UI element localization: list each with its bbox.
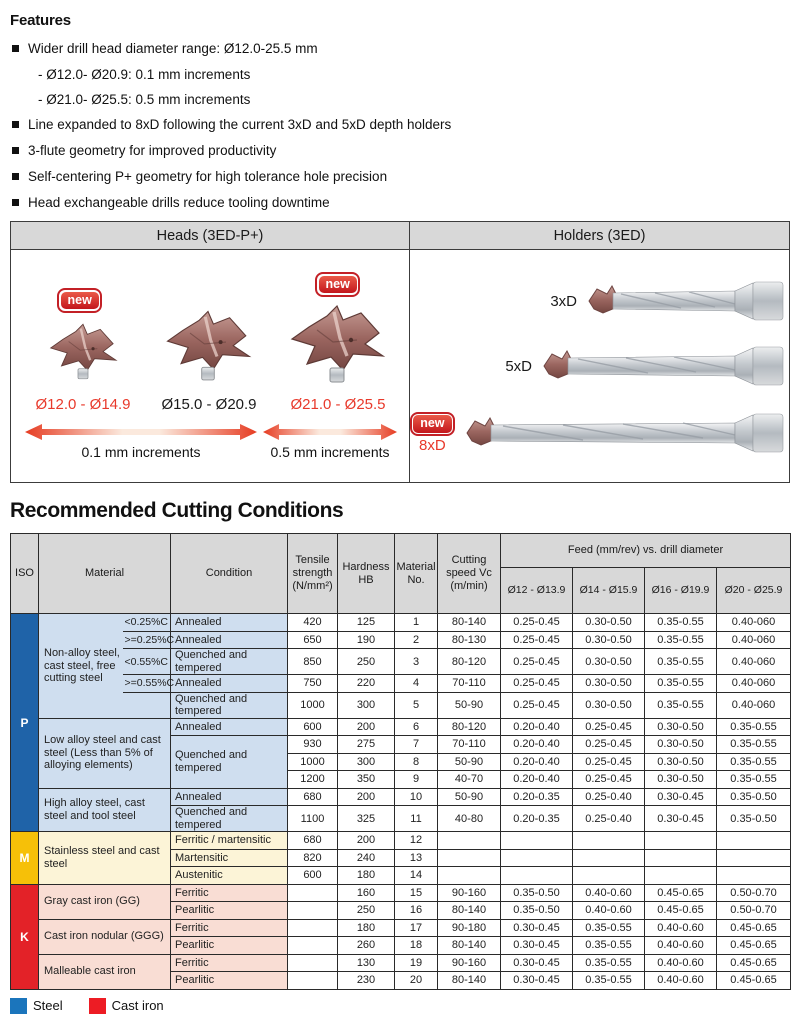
- cutting-speed-cell: 50-90: [438, 692, 501, 718]
- col-header-iso: ISO: [11, 534, 39, 614]
- table-row: [11, 954, 791, 972]
- material-cell: Non-alloy steel, cast steel, free cutting steel: [39, 614, 123, 719]
- feed-cell: 0.25-0.45: [501, 649, 573, 675]
- iso-cell: K: [11, 884, 39, 989]
- cutting-speed-cell: 50-90: [438, 753, 501, 771]
- cutting-speed-cell: 40-70: [438, 771, 501, 789]
- head-diameter-label: Ø21.0 - Ø25.5: [290, 396, 386, 413]
- feed-cell: 0.25-0.45: [573, 736, 645, 754]
- feed-cell: [717, 832, 791, 850]
- cutting-speed-cell: 80-140: [438, 972, 501, 990]
- material-no-cell: 13: [395, 849, 438, 867]
- holders-panel: [410, 222, 789, 482]
- feed-cell: 0.35-0.55: [645, 649, 717, 675]
- tensile-strength-cell: [288, 954, 338, 972]
- feed-cell: 0.30-0.45: [501, 919, 573, 937]
- cutting-speed-cell: 90-180: [438, 919, 501, 937]
- feed-cell: 0.45-0.65: [717, 972, 791, 990]
- feed-cell: 0.25-0.45: [501, 675, 573, 693]
- table-legend: [10, 998, 790, 1014]
- col-header-feed-d4: Ø20 - Ø25.9: [717, 568, 791, 614]
- condition-cell: Martensitic: [171, 849, 288, 867]
- cutting-speed-cell: 80-140: [438, 937, 501, 955]
- cutting-conditions-table: [10, 533, 791, 990]
- tensile-strength-cell: 1100: [288, 806, 338, 832]
- feed-cell: 0.30-0.50: [573, 692, 645, 718]
- bullet-square-icon: [12, 45, 19, 52]
- feed-cell: 0.25-0.45: [501, 614, 573, 632]
- heads-panel: [11, 222, 410, 482]
- feed-cell: 0.35-0.50: [501, 884, 573, 902]
- feed-cell: 0.35-0.55: [573, 919, 645, 937]
- carbon-content-cell: >=0.55%C: [123, 675, 171, 693]
- condition-cell: Austenitic: [171, 867, 288, 885]
- cutting-speed-cell: 50-90: [438, 788, 501, 806]
- table-row: [11, 832, 791, 850]
- bullet-square-icon: [12, 173, 19, 180]
- tensile-strength-cell: 1000: [288, 753, 338, 771]
- hardness-cell: 160: [338, 884, 395, 902]
- tensile-strength-cell: 600: [288, 718, 338, 736]
- condition-cell: Quenched and tempered: [171, 649, 288, 675]
- hardness-cell: 350: [338, 771, 395, 789]
- iso-cell: M: [11, 832, 39, 885]
- legend-item: [10, 998, 63, 1014]
- cutting-speed-cell: [438, 867, 501, 885]
- feature-item: [10, 41, 790, 57]
- feed-cell: 0.35-0.55: [717, 771, 791, 789]
- feed-cell: 0.30-0.45: [645, 788, 717, 806]
- feed-cell: 0.25-0.40: [573, 788, 645, 806]
- feed-cell: 0.40-060: [717, 675, 791, 693]
- tensile-strength-cell: 1200: [288, 771, 338, 789]
- material-no-cell: 20: [395, 972, 438, 990]
- feed-cell: 0.40-0.60: [573, 902, 645, 920]
- feed-cell: 0.25-0.40: [573, 806, 645, 832]
- feed-cell: 0.20-0.35: [501, 788, 573, 806]
- feed-cell: 0.50-0.70: [717, 902, 791, 920]
- feed-cell: 0.35-0.50: [501, 902, 573, 920]
- feed-cell: [501, 832, 573, 850]
- feed-cell: 0.50-0.70: [717, 884, 791, 902]
- drill-holder-image-3xd: [585, 278, 785, 324]
- hardness-cell: 325: [338, 806, 395, 832]
- material-cell: Malleable cast iron: [39, 954, 171, 989]
- cutting-speed-cell: 80-130: [438, 631, 501, 649]
- cutting-speed-cell: [438, 832, 501, 850]
- cutting-speed-cell: 90-160: [438, 954, 501, 972]
- carbon-content-cell: >=0.25%C: [123, 631, 171, 649]
- col-header-tensile-strength: Tensile strength (N/mm²): [288, 534, 338, 614]
- holder-new-label-group: [410, 412, 455, 455]
- feed-cell: 0.35-0.55: [573, 954, 645, 972]
- material-cell: Stainless steel and cast steel: [39, 832, 171, 885]
- col-header-cutting-speed: Cutting speed Vc (m/min): [438, 534, 501, 614]
- feed-cell: 0.25-0.45: [501, 692, 573, 718]
- heads-panel-title: Heads (3ED-P+): [11, 222, 409, 250]
- tensile-strength-cell: [288, 884, 338, 902]
- tensile-strength-cell: 680: [288, 788, 338, 806]
- condition-cell: Annealed: [171, 631, 288, 649]
- feed-cell: [645, 849, 717, 867]
- table-row: [11, 919, 791, 937]
- table-row: [11, 884, 791, 902]
- feed-cell: 0.30-0.45: [501, 954, 573, 972]
- feed-cell: 0.45-0.65: [717, 937, 791, 955]
- feed-cell: 0.30-0.50: [573, 649, 645, 675]
- tensile-strength-cell: 600: [288, 867, 338, 885]
- feed-cell: [501, 849, 573, 867]
- increment-range-arrow: [25, 424, 257, 440]
- feed-cell: 0.30-0.50: [645, 718, 717, 736]
- feed-cell: [573, 832, 645, 850]
- material-cell: High alloy steel, cast steel and tool steel: [39, 788, 171, 832]
- feed-cell: 0.35-0.55: [645, 631, 717, 649]
- feed-cell: 0.40-0.60: [573, 884, 645, 902]
- feed-cell: 0.35-0.55: [645, 614, 717, 632]
- hardness-cell: 200: [338, 788, 395, 806]
- feed-cell: 0.40-0.60: [645, 919, 717, 937]
- tensile-strength-cell: 850: [288, 649, 338, 675]
- drill-head-image-small: [47, 320, 119, 388]
- new-badge: new: [410, 412, 455, 437]
- feed-cell: [717, 849, 791, 867]
- condition-cell: Ferritic: [171, 919, 288, 937]
- col-header-feed-d3: Ø16 - Ø19.9: [645, 568, 717, 614]
- hardness-cell: 250: [338, 902, 395, 920]
- holder-length-label: 3xD: [550, 292, 577, 310]
- head-diameter-label: Ø12.0 - Ø14.9: [35, 396, 131, 413]
- feed-cell: 0.30-0.45: [501, 937, 573, 955]
- table-row: [11, 649, 791, 675]
- condition-cell: Ferritic: [171, 954, 288, 972]
- new-badge: new: [315, 272, 360, 297]
- legend-label: Cast iron: [111, 998, 164, 1013]
- feature-subitem: - Ø21.0- Ø25.5: 0.5 mm increments: [38, 92, 251, 107]
- heads-panel-body: [11, 250, 409, 482]
- feature-item: [10, 195, 790, 211]
- feed-cell: 0.40-0.60: [645, 937, 717, 955]
- material-no-cell: 15: [395, 884, 438, 902]
- feed-cell: 0.40-060: [717, 631, 791, 649]
- increment-label: 0.1 mm increments: [81, 444, 201, 460]
- material-no-cell: 17: [395, 919, 438, 937]
- condition-cell: Annealed: [171, 675, 288, 693]
- material-no-cell: 10: [395, 788, 438, 806]
- feature-text: Head exchangeable drills reduce tooling downtime: [28, 195, 330, 210]
- feature-text: Wider drill head diameter range: Ø12.0-25.5 mm: [28, 41, 318, 56]
- material-no-cell: 4: [395, 675, 438, 693]
- feed-cell: 0.45-0.65: [645, 902, 717, 920]
- tensile-strength-cell: [288, 937, 338, 955]
- material-no-cell: 14: [395, 867, 438, 885]
- feature-text: Line expanded to 8xD following the current 3xD and 5xD depth holders: [28, 117, 452, 132]
- hardness-cell: 200: [338, 832, 395, 850]
- col-header-material-no: Material No.: [395, 534, 438, 614]
- carbon-content-cell: <0.55%C: [123, 649, 171, 675]
- feed-cell: 0.40-060: [717, 692, 791, 718]
- material-no-cell: 7: [395, 736, 438, 754]
- feed-cell: 0.25-0.45: [501, 631, 573, 649]
- feed-cell: [501, 867, 573, 885]
- material-no-cell: 19: [395, 954, 438, 972]
- feed-cell: 0.40-060: [717, 614, 791, 632]
- hardness-cell: 130: [338, 954, 395, 972]
- col-header-feed: Feed (mm/rev) vs. drill diameter: [501, 534, 791, 568]
- cutting-speed-cell: 70-110: [438, 736, 501, 754]
- feed-cell: 0.45-0.65: [717, 954, 791, 972]
- feed-cell: 0.35-0.55: [717, 736, 791, 754]
- feed-cell: 0.25-0.45: [573, 771, 645, 789]
- carbon-content-cell: <0.25%C: [123, 614, 171, 632]
- bullet-square-icon: [12, 121, 19, 128]
- table-row: [11, 788, 791, 806]
- cutting-speed-cell: 80-120: [438, 718, 501, 736]
- feed-cell: [645, 832, 717, 850]
- bullet-square-icon: [12, 147, 19, 154]
- table-row: [11, 718, 791, 736]
- feed-cell: 0.30-0.45: [645, 806, 717, 832]
- drill-holder-image-8xd: [463, 408, 785, 458]
- holder-row-3xd: [550, 278, 785, 324]
- feed-cell: 0.35-0.55: [645, 692, 717, 718]
- col-header-feed-d2: Ø14 - Ø15.9: [573, 568, 645, 614]
- condition-cell: Annealed: [171, 788, 288, 806]
- feed-cell: 0.35-0.55: [717, 718, 791, 736]
- tensile-strength-cell: [288, 972, 338, 990]
- cutting-speed-cell: 40-80: [438, 806, 501, 832]
- material-no-cell: 16: [395, 902, 438, 920]
- cutting-speed-cell: 90-160: [438, 884, 501, 902]
- iso-cell: P: [11, 614, 39, 832]
- col-header-feed-d1: Ø12 - Ø13.9: [501, 568, 573, 614]
- hardness-cell: 190: [338, 631, 395, 649]
- feature-item: [10, 169, 790, 185]
- holders-panel-body: [410, 250, 789, 482]
- material-cell: Cast iron nodular (GGG): [39, 919, 171, 954]
- feature-subitem: - Ø12.0- Ø20.9: 0.1 mm increments: [38, 67, 251, 82]
- legend-item: [89, 998, 164, 1014]
- tensile-strength-cell: 930: [288, 736, 338, 754]
- condition-cell: Quenched and tempered: [171, 806, 288, 832]
- tensile-strength-cell: 650: [288, 631, 338, 649]
- feed-cell: [573, 867, 645, 885]
- tensile-strength-cell: 750: [288, 675, 338, 693]
- table-row: [11, 614, 791, 632]
- feed-cell: 0.20-0.40: [501, 718, 573, 736]
- feed-cell: 0.45-0.65: [645, 884, 717, 902]
- material-no-cell: 1: [395, 614, 438, 632]
- feed-cell: 0.30-0.50: [573, 614, 645, 632]
- head-diameter-label: Ø15.0 - Ø20.9: [161, 396, 257, 413]
- cutting-speed-cell: 70-110: [438, 675, 501, 693]
- condition-cell: Quenched and tempered: [171, 736, 288, 789]
- feed-cell: 0.35-0.55: [573, 972, 645, 990]
- tensile-strength-cell: 420: [288, 614, 338, 632]
- carbon-content-cell: [123, 692, 171, 718]
- feed-cell: 0.35-0.50: [717, 788, 791, 806]
- col-header-material: Material: [39, 534, 171, 614]
- features-title: Features: [10, 12, 71, 29]
- col-header-condition: Condition: [171, 534, 288, 614]
- condition-cell: Pearlitic: [171, 937, 288, 955]
- material-no-cell: 11: [395, 806, 438, 832]
- drill-figure: [10, 221, 790, 483]
- holder-length-label: 5xD: [505, 357, 532, 375]
- feed-cell: 0.20-0.35: [501, 806, 573, 832]
- feed-cell: 0.35-0.55: [573, 937, 645, 955]
- cutting-speed-cell: 80-140: [438, 614, 501, 632]
- material-no-cell: 6: [395, 718, 438, 736]
- legend-swatch: [10, 998, 27, 1014]
- condition-cell: Annealed: [171, 718, 288, 736]
- condition-cell: Pearlitic: [171, 972, 288, 990]
- hardness-cell: 300: [338, 753, 395, 771]
- feed-cell: 0.45-0.65: [717, 919, 791, 937]
- material-no-cell: 18: [395, 937, 438, 955]
- hardness-cell: 250: [338, 649, 395, 675]
- condition-cell: Ferritic / martensitic: [171, 832, 288, 850]
- feed-cell: [645, 867, 717, 885]
- hardness-cell: 180: [338, 919, 395, 937]
- feed-cell: 0.30-0.50: [645, 753, 717, 771]
- hardness-cell: 230: [338, 972, 395, 990]
- condition-cell: Annealed: [171, 614, 288, 632]
- cutting-speed-cell: 80-120: [438, 649, 501, 675]
- table-row: [11, 692, 791, 718]
- feed-cell: 0.40-060: [717, 649, 791, 675]
- feature-text: 3-flute geometry for improved productivity: [28, 143, 277, 158]
- tensile-strength-cell: 820: [288, 849, 338, 867]
- cutting-conditions-title: Recommended Cutting Conditions: [10, 499, 344, 522]
- material-cell: Low alloy steel and cast steel (Less than 5% of alloying elements): [39, 718, 171, 788]
- condition-cell: Ferritic: [171, 884, 288, 902]
- feed-cell: 0.35-0.55: [645, 675, 717, 693]
- feed-cell: 0.25-0.45: [573, 718, 645, 736]
- hardness-cell: 240: [338, 849, 395, 867]
- col-header-hardness: Hardness HB: [338, 534, 395, 614]
- hardness-cell: 220: [338, 675, 395, 693]
- feed-cell: [717, 867, 791, 885]
- hardness-cell: 180: [338, 867, 395, 885]
- new-badge: new: [57, 288, 102, 313]
- hardness-cell: 125: [338, 614, 395, 632]
- cutting-speed-cell: [438, 849, 501, 867]
- tensile-strength-cell: 680: [288, 832, 338, 850]
- table-row: [11, 631, 791, 649]
- holder-row-5xd: [505, 342, 785, 390]
- feed-cell: 0.20-0.40: [501, 736, 573, 754]
- drill-head-image-large: [287, 300, 387, 392]
- drill-head-image-medium: [163, 306, 253, 390]
- material-no-cell: 3: [395, 649, 438, 675]
- bullet-square-icon: [12, 199, 19, 206]
- feed-cell: 0.30-0.50: [573, 631, 645, 649]
- material-no-cell: 2: [395, 631, 438, 649]
- feed-cell: 0.20-0.40: [501, 753, 573, 771]
- feature-item: [10, 143, 790, 159]
- feed-cell: 0.30-0.50: [645, 771, 717, 789]
- feed-cell: 0.30-0.50: [573, 675, 645, 693]
- increment-range-arrow: [263, 424, 397, 440]
- features-list: [10, 41, 790, 211]
- condition-cell: Pearlitic: [171, 902, 288, 920]
- feature-text: Self-centering P+ geometry for high tolerance hole precision: [28, 169, 388, 184]
- hardness-cell: 300: [338, 692, 395, 718]
- feed-cell: 0.30-0.45: [501, 972, 573, 990]
- material-no-cell: 9: [395, 771, 438, 789]
- cutting-speed-cell: 80-140: [438, 902, 501, 920]
- legend-label: Steel: [33, 998, 63, 1013]
- material-no-cell: 8: [395, 753, 438, 771]
- condition-cell: Quenched and tempered: [171, 692, 288, 718]
- legend-swatch: [89, 998, 106, 1014]
- material-cell: Gray cast iron (GG): [39, 884, 171, 919]
- feed-cell: 0.35-0.55: [717, 753, 791, 771]
- feed-cell: 0.35-0.50: [717, 806, 791, 832]
- holder-length-label: 8xD: [419, 437, 446, 455]
- feed-cell: 0.25-0.45: [573, 753, 645, 771]
- hardness-cell: 275: [338, 736, 395, 754]
- material-no-cell: 5: [395, 692, 438, 718]
- drill-holder-image-5xd: [540, 342, 785, 390]
- feature-item: [10, 117, 790, 133]
- feed-cell: 0.20-0.40: [501, 771, 573, 789]
- feed-cell: 0.40-0.60: [645, 972, 717, 990]
- feed-cell: 0.40-0.60: [645, 954, 717, 972]
- holder-row-8xd: [410, 408, 785, 458]
- holders-panel-title: Holders (3ED): [410, 222, 789, 250]
- hardness-cell: 260: [338, 937, 395, 955]
- increment-label: 0.5 mm increments: [270, 444, 390, 460]
- material-no-cell: 12: [395, 832, 438, 850]
- feed-cell: [573, 849, 645, 867]
- tensile-strength-cell: 1000: [288, 692, 338, 718]
- feed-cell: 0.30-0.50: [645, 736, 717, 754]
- table-row: [11, 675, 791, 693]
- tensile-strength-cell: [288, 919, 338, 937]
- hardness-cell: 200: [338, 718, 395, 736]
- tensile-strength-cell: [288, 902, 338, 920]
